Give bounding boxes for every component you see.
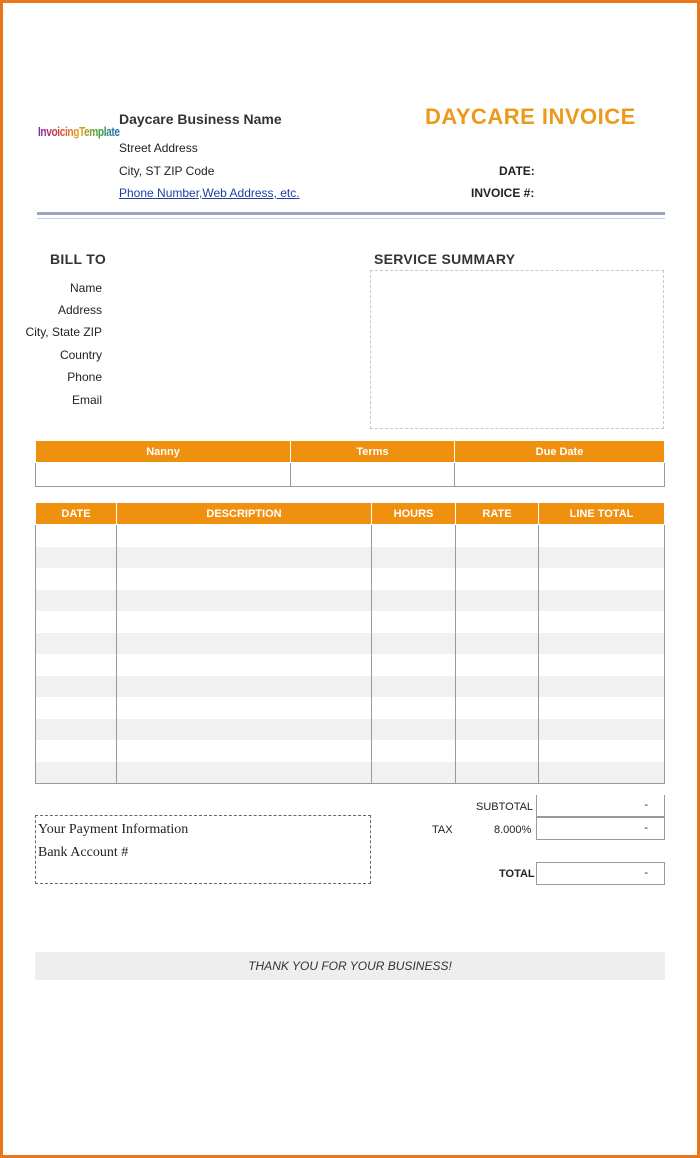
bill-to-country-label: Country bbox=[59, 348, 102, 362]
hours-cell[interactable] bbox=[372, 697, 456, 719]
service-summary-box[interactable] bbox=[370, 270, 664, 429]
table-row bbox=[36, 676, 665, 698]
item-rows bbox=[36, 525, 665, 784]
bill-to-name-label: Name bbox=[69, 281, 102, 295]
line-total-cell[interactable] bbox=[539, 568, 665, 590]
bill-to-email-label: Email bbox=[71, 393, 102, 407]
bill-to-heading: BILL TO bbox=[50, 251, 107, 267]
rate-column-header: RATE bbox=[456, 503, 539, 525]
rate-cell[interactable] bbox=[456, 633, 539, 655]
table-row bbox=[36, 568, 665, 590]
description-cell[interactable] bbox=[117, 547, 372, 569]
nanny-header: Nanny bbox=[36, 441, 291, 463]
table-row bbox=[36, 611, 665, 633]
tax-value[interactable] bbox=[536, 817, 665, 840]
meta-table bbox=[35, 440, 665, 487]
description-cell[interactable] bbox=[117, 762, 372, 784]
table-row bbox=[36, 719, 665, 741]
description-cell[interactable] bbox=[117, 676, 372, 698]
rate-cell[interactable] bbox=[456, 590, 539, 612]
line-total-cell[interactable] bbox=[539, 697, 665, 719]
description-cell[interactable] bbox=[117, 740, 372, 762]
hours-cell[interactable] bbox=[372, 590, 456, 612]
table-row bbox=[36, 525, 665, 547]
subtotal-label: SUBTOTAL bbox=[476, 801, 534, 813]
table-row bbox=[36, 697, 665, 719]
date-label: DATE: bbox=[499, 164, 535, 178]
hours-cell[interactable] bbox=[372, 676, 456, 698]
description-cell[interactable] bbox=[117, 697, 372, 719]
line-total-cell[interactable] bbox=[539, 762, 665, 784]
due-date-cell[interactable] bbox=[455, 463, 665, 487]
rate-cell[interactable] bbox=[456, 568, 539, 590]
hours-cell[interactable] bbox=[372, 611, 456, 633]
rate-cell[interactable] bbox=[456, 525, 539, 547]
header-divider-thin bbox=[37, 218, 665, 219]
company-contact-link[interactable]: Phone Number,Web Address, etc. bbox=[119, 186, 300, 200]
description-cell[interactable] bbox=[117, 568, 372, 590]
rate-cell[interactable] bbox=[456, 611, 539, 633]
total-label: TOTAL bbox=[499, 868, 535, 880]
hours-cell[interactable] bbox=[372, 633, 456, 655]
terms-cell[interactable] bbox=[291, 463, 455, 487]
line-total-cell[interactable] bbox=[539, 611, 665, 633]
date-cell[interactable] bbox=[36, 676, 117, 698]
date-cell[interactable] bbox=[36, 547, 117, 569]
date-cell[interactable] bbox=[36, 590, 117, 612]
company-logo bbox=[38, 124, 120, 139]
bank-account-label: Bank Account # bbox=[38, 845, 129, 860]
line-total-cell[interactable] bbox=[539, 676, 665, 698]
rate-cell[interactable] bbox=[456, 740, 539, 762]
date-column-header: DATE bbox=[36, 503, 117, 525]
hours-cell[interactable] bbox=[372, 547, 456, 569]
table-row bbox=[36, 740, 665, 762]
bill-to-phone-label: Phone bbox=[67, 370, 102, 384]
tax-amount: - bbox=[644, 822, 648, 834]
rate-cell[interactable] bbox=[456, 654, 539, 676]
company-street: Street Address bbox=[119, 141, 198, 155]
date-cell[interactable] bbox=[36, 719, 117, 741]
line-total-cell[interactable] bbox=[539, 740, 665, 762]
line-total-column-header: LINE TOTAL bbox=[539, 503, 665, 525]
hours-cell[interactable] bbox=[372, 719, 456, 741]
table-row bbox=[36, 590, 665, 612]
hours-column-header: HOURS bbox=[372, 503, 456, 525]
invoice-number-label: INVOICE #: bbox=[471, 186, 535, 200]
total-value[interactable] bbox=[536, 862, 665, 885]
table-row bbox=[36, 762, 665, 784]
bill-to-city-label: City, State ZIP bbox=[25, 325, 102, 339]
due-date-header: Due Date bbox=[455, 441, 665, 463]
company-name: Daycare Business Name bbox=[119, 111, 282, 127]
table-row bbox=[36, 547, 665, 569]
tax-rate[interactable]: 8.000% bbox=[494, 824, 532, 836]
bill-to-address-label: Address bbox=[57, 303, 102, 317]
date-cell[interactable] bbox=[36, 697, 117, 719]
company-city: City, ST ZIP Code bbox=[119, 164, 215, 178]
thank-you-banner: THANK YOU FOR YOUR BUSINESS! bbox=[35, 952, 665, 980]
date-cell[interactable] bbox=[36, 762, 117, 784]
line-total-cell[interactable] bbox=[539, 547, 665, 569]
rate-cell[interactable] bbox=[456, 762, 539, 784]
payment-info-label: Your Payment Information bbox=[38, 822, 189, 837]
rate-cell[interactable] bbox=[456, 719, 539, 741]
logo-text: InvoicingTemplate bbox=[38, 124, 120, 139]
subtotal-value[interactable] bbox=[536, 795, 665, 817]
date-cell[interactable] bbox=[36, 654, 117, 676]
payment-info-box[interactable] bbox=[35, 815, 371, 884]
line-total-cell[interactable] bbox=[539, 654, 665, 676]
nanny-cell[interactable] bbox=[36, 463, 291, 487]
rate-cell[interactable] bbox=[456, 676, 539, 698]
service-summary-heading: SERVICE SUMMARY bbox=[374, 251, 516, 267]
hours-cell[interactable] bbox=[372, 568, 456, 590]
date-cell[interactable] bbox=[36, 525, 117, 547]
line-total-cell[interactable] bbox=[539, 633, 665, 655]
description-cell[interactable] bbox=[117, 525, 372, 547]
tax-label: TAX bbox=[432, 824, 453, 836]
date-cell[interactable] bbox=[36, 633, 117, 655]
total-amount: - bbox=[644, 867, 648, 879]
description-cell[interactable] bbox=[117, 654, 372, 676]
hours-cell[interactable] bbox=[372, 762, 456, 784]
hours-cell[interactable] bbox=[372, 740, 456, 762]
description-cell[interactable] bbox=[117, 590, 372, 612]
items-table bbox=[35, 502, 665, 784]
date-cell[interactable] bbox=[36, 568, 117, 590]
description-column-header: DESCRIPTION bbox=[117, 503, 372, 525]
rate-cell[interactable] bbox=[456, 697, 539, 719]
date-cell[interactable] bbox=[36, 611, 117, 633]
description-cell[interactable] bbox=[117, 719, 372, 741]
rate-cell[interactable] bbox=[456, 547, 539, 569]
description-cell[interactable] bbox=[117, 611, 372, 633]
line-total-cell[interactable] bbox=[539, 590, 665, 612]
hours-cell[interactable] bbox=[372, 654, 456, 676]
line-total-cell[interactable] bbox=[539, 525, 665, 547]
table-row bbox=[36, 654, 665, 676]
table-row bbox=[36, 633, 665, 655]
header-divider bbox=[37, 212, 665, 215]
date-cell[interactable] bbox=[36, 740, 117, 762]
description-cell[interactable] bbox=[117, 633, 372, 655]
hours-cell[interactable] bbox=[372, 525, 456, 547]
terms-header: Terms bbox=[291, 441, 455, 463]
line-total-cell[interactable] bbox=[539, 719, 665, 741]
invoice-title: DAYCARE INVOICE bbox=[425, 104, 636, 129]
subtotal-amount: - bbox=[644, 799, 648, 811]
